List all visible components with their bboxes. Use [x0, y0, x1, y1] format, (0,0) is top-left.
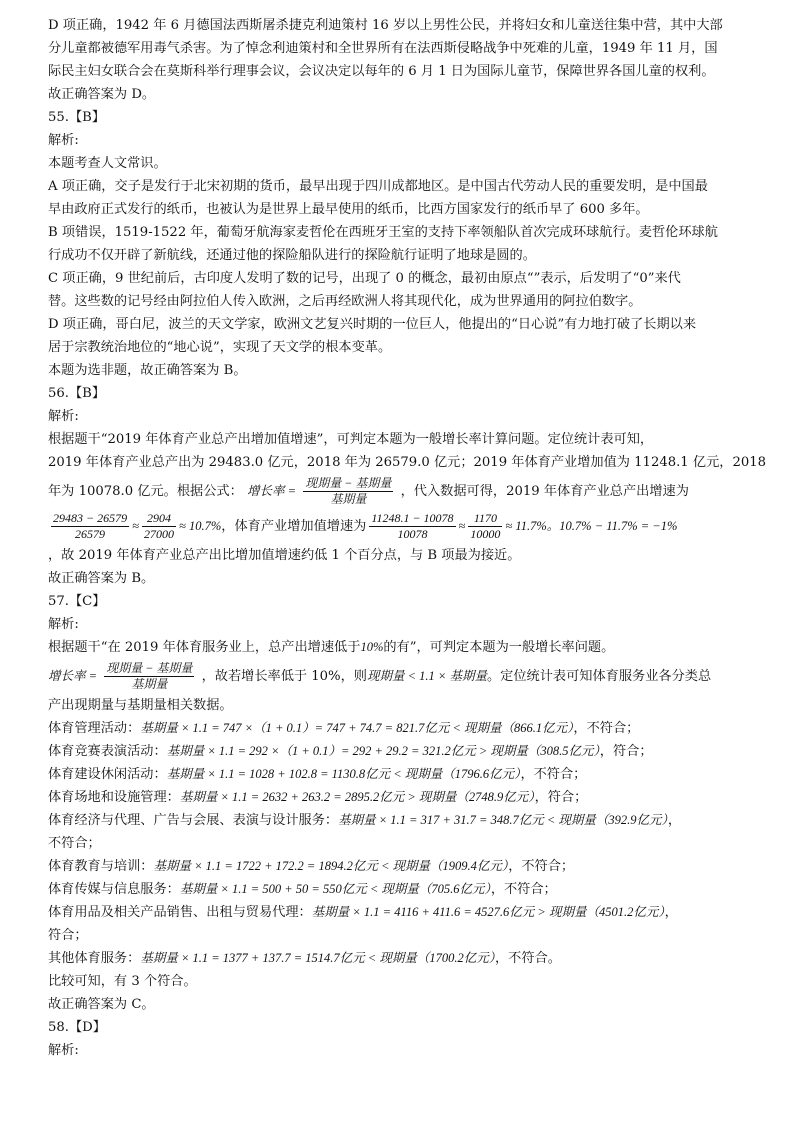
q57-line-2-start: ，故若增长率低于 10%，则	[201, 669, 367, 684]
q54-d-line-1: D 项正确，1942 年 6 月德国法西斯屠杀捷克利迪策村 16 岁以上男性公民，并将妇女和儿童送往集中营，其中大部	[48, 18, 723, 33]
q56-formula-numerator: 现期量 − 基期量	[305, 476, 392, 490]
q57-formula-lhs: 增长率 =	[48, 669, 98, 683]
q57-row-math: 基期量 × 1.1 = 4116 + 411.6 = 4527.6亿元 > 现期量（4501.2亿元）	[311, 905, 665, 919]
q57-row-verdict: ，不符合。	[495, 951, 561, 966]
q57-formula-numerator: 现期量 − 基期量	[106, 661, 193, 675]
q57-line-3: 产出现期量与基期量相关数据。	[48, 698, 233, 713]
q55-heading: 55.【B】	[48, 110, 106, 125]
q56-line-4-middle: ，体育产业增加值增速为	[221, 519, 367, 534]
q56-calc-line	[48, 509, 768, 544]
q57-formula-line	[48, 659, 768, 694]
q57-row-verdict: ，不符合；	[490, 882, 557, 897]
q56-result-2: ≈ 11.7%	[505, 519, 547, 533]
q56-approx-sign: ≈	[132, 519, 139, 533]
q57-row	[48, 947, 768, 970]
q57-row-math: 基期量 × 1.1 = 1722 + 172.2 = 1894.2亿元 < 现期量（1909.4亿元）	[153, 859, 509, 873]
q56-fraction-2-den: 27000	[143, 527, 174, 541]
q57-row-math: 基期量 × 1.1 = 2632 + 263.2 = 2895.2亿元 > 现期量（2748.9亿元）	[179, 790, 535, 804]
q56-line-2: 2019 年体育产业总产出为 29483.0 亿元，2018 年为 26579.0 亿元；2019 年体育产业增加值为 11248.1 亿元，2018	[48, 455, 767, 470]
q56-result-3: 。10.7% − 11.7% = −1%	[546, 519, 678, 533]
q54-d-line-2: 分儿童都被德军用毒气杀害。为了悼念利迪策村和全世界所有在法西斯侵略战争中死难的儿童，1949 年 11 月，国	[48, 41, 718, 56]
q56-formula-line	[48, 474, 768, 509]
q57-row-label: 体育用品及相关产品销售、出租与贸易代理：	[48, 905, 312, 920]
q56-fraction-4-num: 1170	[468, 511, 502, 527]
q57-analysis-label: 解析:	[48, 617, 79, 632]
q55-d-line-1: D 项正确，哥白尼，波兰的天文学家，欧洲文艺复兴时期的一位巨人，他提出的“日心说”有力地打破了长期以来	[48, 317, 697, 332]
q57-row-math: 基期量 × 1.1 = 1028 + 102.8 = 1130.8亿元 < 现期量（1796.6亿元）	[166, 767, 521, 781]
q57-row-math: 基期量 × 1.1 = 1377 + 137.7 = 1514.7亿元 < 现期量（1700.2亿元）	[140, 951, 495, 965]
q55-a-line-2: 早由政府正式发行的纸币，也被认为是世界上最早使用的纸币，比西方国家发行的纸币早了 600 多年。	[48, 202, 649, 217]
q57-row	[48, 878, 768, 901]
q58-analysis-label: 解析:	[48, 1043, 79, 1058]
q57-row-math: 基期量 × 1.1 = 747 ×（1 + 0.1）= 747 + 74.7 = 821.7亿元 < 现期量（866.1亿元）	[140, 721, 574, 735]
q57-row-math: 基期量 × 1.1 = 317 + 31.7 = 348.7亿元 < 现期量（392.9亿元）	[338, 813, 668, 827]
q57-line-1	[48, 636, 768, 659]
q56-fraction-1	[51, 511, 129, 542]
q57-answer: 故正确答案为 C。	[48, 997, 155, 1012]
q57-line-1-percent: 10%	[360, 640, 384, 654]
q58-heading: 58.【D】	[48, 1020, 106, 1035]
q56-fraction-3-den: 10078	[397, 527, 428, 541]
q57-heading: 57.【C】	[48, 594, 106, 609]
q55-d-line-2: 居于宗教统治地位的“地心说”，实现了天文学的根本变革。	[48, 340, 392, 355]
q57-row-math: 基期量 × 1.1 = 292 ×（1 + 0.1）= 292 + 29.2 = 321.2亿元 > 现期量（308.5亿元）	[166, 744, 600, 758]
q57-row-label: 其他体育服务：	[48, 951, 141, 966]
q56-fraction-4	[468, 511, 502, 542]
q55-b-line-1: B 项错误，1519-1522 年，葡萄牙航海家麦哲伦在西班牙王室的支持下率领船队首次完成环球航行。麦哲伦环球航	[48, 225, 718, 240]
q56-fraction-2-num: 2904	[142, 511, 176, 527]
q56-line-3-start: 年为 10078.0 亿元。根据公式：	[48, 484, 243, 499]
q57-row	[48, 763, 768, 786]
q57-summary: 比较可知，有 3 个符合。	[48, 974, 197, 989]
q57-row-verdict: ，不符合；	[520, 767, 587, 782]
q57-row-continuation: 符合；	[48, 928, 88, 943]
q57-row-verdict: ，不符合；	[573, 721, 640, 736]
q55-answer: 本题为选非题，故正确答案为 B。	[48, 363, 247, 378]
q57-row-verdict: ，	[667, 813, 681, 828]
q57-formula-denominator: 基期量	[131, 677, 168, 691]
q56-line-5: ，故 2019 年体育产业总产出比增加值增速约低 1 个百分点，与 B 项最为接近。	[48, 548, 521, 563]
q57-line-1-end: 的有”，可判定本题为一般增长率问题。	[383, 640, 615, 655]
q57-row-label: 体育建设休闲活动：	[48, 767, 167, 782]
q55-c-line-2: 替。这些数的记号经由阿拉伯人传入欧洲，之后再经欧洲人将其现代化，成为世界通用的阿拉伯数字。	[48, 294, 642, 309]
q57-row	[48, 855, 768, 878]
q55-c-line-1: C 项正确，9 世纪前后，古印度人发明了数的记号，出现了 0 的概念，最初由原点“”表示，后发明了“0”来代	[48, 271, 681, 286]
q57-row	[48, 717, 768, 740]
q57-row-continuation: 不符合；	[48, 836, 101, 851]
q57-row	[48, 786, 768, 809]
q54-d-line-3: 际民主妇女联合会在莫斯科举行理事会议，会议决定以每年的 6 月 1 日为国际儿童节，保障世界各国儿童的权利。	[48, 64, 715, 79]
q55-intro: 本题考查人文常识。	[48, 156, 167, 171]
q56-approx-sign-2: ≈	[458, 519, 466, 533]
q57-row-label: 体育教育与培训：	[48, 859, 154, 874]
q57-row-verdict: ，	[664, 905, 678, 920]
q56-heading: 56.【B】	[48, 386, 106, 401]
q56-fraction-1-num: 29483 − 26579	[53, 511, 128, 525]
q57-line-2-end: 。定位统计表可知体育服务业各分类总	[486, 669, 712, 684]
q56-fraction-3-num: 11248.1 − 10078	[371, 511, 454, 525]
q57-row-verdict: ，符合；	[599, 744, 653, 759]
q56-line-1: 根据题干“2019 年体育产业总产出增加值增速”，可判定本题为一般增长率计算问题。定位统计表可知，	[48, 432, 654, 447]
q54-answer: 故正确答案为 D。	[48, 87, 156, 102]
q56-formula-lhs: 增长率 =	[247, 484, 297, 498]
q56-formula-denominator: 基期量	[330, 492, 367, 506]
q56-answer: 故正确答案为 B。	[48, 571, 155, 586]
q55-b-line-2: 行成功不仅开辟了新航线，还通过他的探险船队进行的探险航行证明了地球是圆的。	[48, 248, 536, 263]
q57-row-label: 体育传媒与信息服务：	[48, 882, 180, 897]
q56-analysis-label: 解析:	[48, 409, 79, 424]
q57-row-label: 体育场地和设施管理：	[48, 790, 180, 805]
q57-row	[48, 740, 768, 763]
q57-line-2-math: 现期量 < 1.1 × 基期量	[366, 669, 487, 683]
q57-row-math: 基期量 × 1.1 = 500 + 50 = 550亿元 < 现期量（705.6亿元）	[179, 882, 491, 896]
q55-analysis-label: 解析:	[48, 133, 79, 148]
q57-row-verdict: ，符合；	[534, 790, 588, 805]
q57-row-label: 体育经济与代理、广告与会展、表演与设计服务：	[48, 813, 339, 828]
q56-fraction-4-den: 10000	[470, 527, 501, 541]
q57-row-verdict: ，不符合；	[508, 859, 575, 874]
q55-a-line-1: A 项正确，交子是发行于北宋初期的货币，最早出现于四川成都地区。是中国古代劳动人民的重要发明，是中国最	[48, 179, 708, 194]
q56-fraction-2	[142, 511, 176, 542]
q57-row	[48, 809, 768, 832]
q56-result-1: ≈ 10.7%	[178, 519, 222, 533]
q57-row-label: 体育竞赛表演活动：	[48, 744, 167, 759]
q56-formula-fraction	[303, 476, 393, 507]
q56-line-3-end: ，代入数据可得，2019 年体育产业总产出增速为	[400, 484, 689, 499]
q57-line-1-start: 根据题干“在 2019 年体育服务业上，总产出增速低于	[48, 640, 361, 655]
q56-fraction-1-den: 26579	[75, 527, 106, 541]
q57-formula-fraction	[104, 661, 194, 692]
q56-fraction-3	[369, 511, 455, 542]
q57-row	[48, 901, 768, 924]
q57-row-label: 体育管理活动：	[48, 721, 141, 736]
